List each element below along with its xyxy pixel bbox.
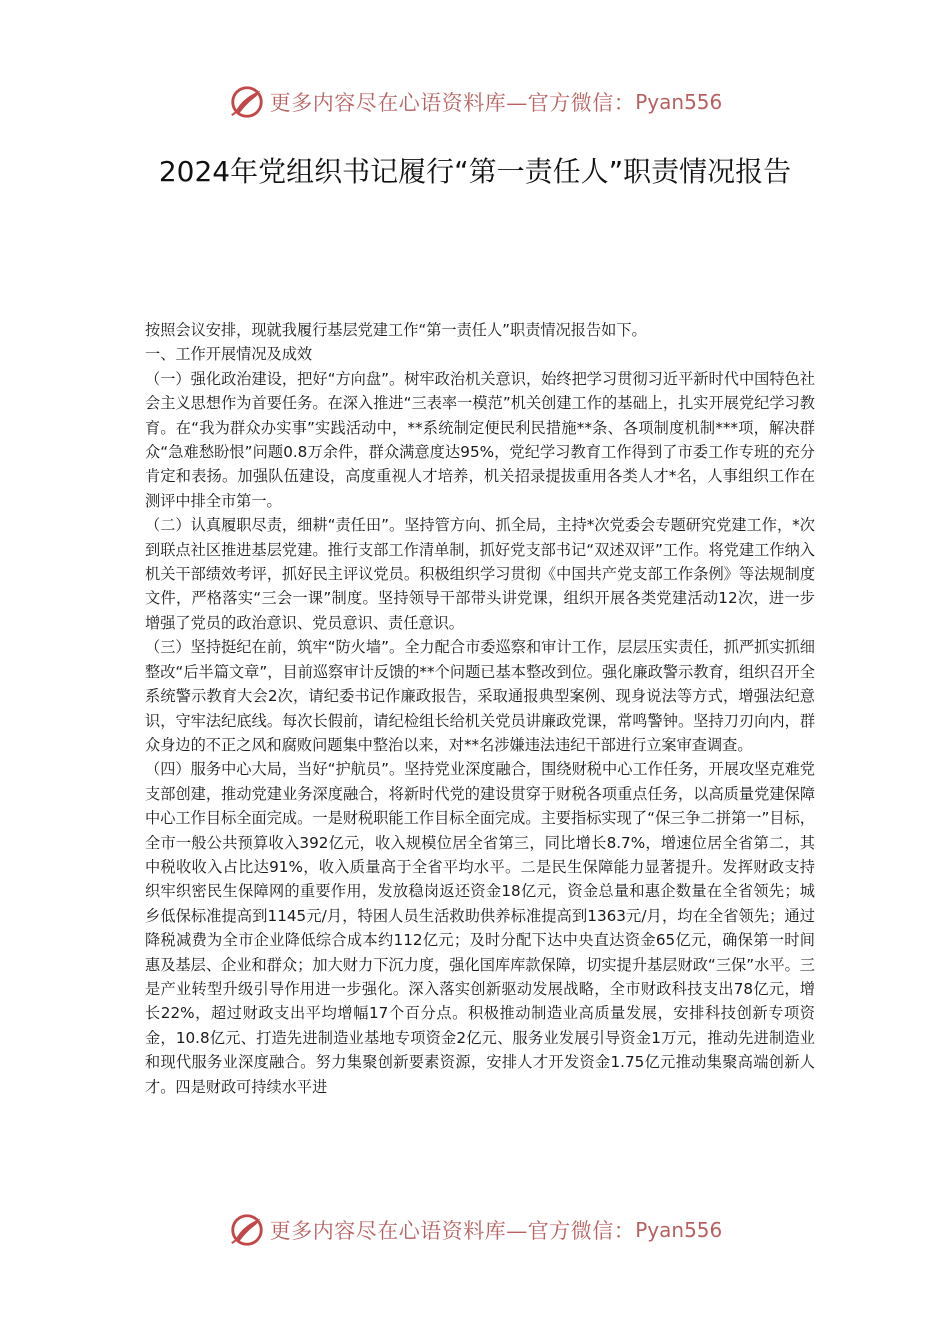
- document-title: 2024年党组织书记履行“第一责任人”职责情况报告: [158, 155, 792, 188]
- paragraph-1: （一）强化政治建设，把好“方向盘”。树牢政治机关意识，始终把学习贯彻习近平新时代中国特色社会主义思想作为首要任务。在深入推进“三表率一模范”机关创建工作的基础上，扎实开展党纪学习教育。在“我为群众办实事”实践活动中，**系统制定便民利民措施**条、各项制度机制***项，解决群众“急难愁盼恨”问题0.8万余件，群众满意度达95%，党纪学习教育工作得到了市委工作专班的充分肯定和表扬。加强队伍建设，高度重视人才培养，机关招录提拔重用各类人才*名，人事组织工作在测评中排全市第一。: [145, 369, 815, 510]
- brush-logo-icon: [228, 83, 266, 121]
- paragraph-3: （三）坚持挺纪在前，筑牢“防火墙”。全力配合市委巡察和审计工作，层层压实责任，抓严抓实抓细整改“后半篇文章”，目前巡察审计反馈的**个问题已基本整改到位。强化廉政警示教育，组织召开全系统警示教育大会2次，请纪委书记作廉政报告，采取通报典型案例、现身说法等方式，增强法纪意识，守牢法纪底线。每次长假前，请纪检组长给机关党员讲廉政党课，常鸣警钟。坚持刀刃向内，群众身边的不正之风和腐败问题集中整治以来，对**名涉嫌违法违纪干部进行立案审查调查。: [145, 638, 815, 754]
- banner-text: 更多内容尽在心语资料库—官方微信：: [269, 91, 636, 115]
- banner-wechat-id: Pyan556: [635, 90, 723, 114]
- watermark-banner-bottom: [0, 1210, 950, 1250]
- section-heading: 一、工作开展情况及成效: [145, 345, 313, 364]
- brush-logo-icon: [228, 1211, 266, 1249]
- paragraph-intro: 按照会议安排，现就我履行基层党建工作“第一责任人”职责情况报告如下。: [145, 321, 647, 339]
- paragraph-4: （四）服务中心大局，当好“护航员”。坚持党业深度融合，围绕财税中心工作任务，开展攻坚克难党支部创建，推动党建业务深度融合，将新时代党的建设贯穿于财税各项重点任务，以高质量党建保障中心工作目标全面完成。一是财税职能工作目标全面完成。主要指标实现了“保三争二拼第一”目标，全市一般公共预算收入392亿元，收入规模位居全省第三，同比增长8.7%，增速位居全省第二，其中税收收入占比达91%，收入质量高于全省平均水平。二是民生保障能力显著提升。发挥财政支持织牢织密民生保障网的重要作用，发放稳岗返还资金18亿元，资金总量和惠企数量在全省领先；城乡低保标准提高到1145元/月，特困人员生活救助供养标准提高到1363元/月，均在全省领先；通过降税减费为全市企业降低综合成本约112亿元；及时分配下达中央直达资金65亿元，确保第一时间惠及基层、企业和群众；加大财力下沉力度，强化国库库款保障，切实提升基层财政“三保”水平。三是产业转型升级引导作用进一步强化。深入落实创新驱动发展战略，全市财政科技支出78亿元，增长22%，超过财政支出平均增幅17个百分点。积极推动制造业高质量发展，安排科技创新专项资金，10.8亿元、打造先进制造业基地专项资金2亿元、服务业发展引导资金1万元，推动先进制造业和现代服务业深度融合。努力集聚创新要素资源，安排人才开发资金1.75亿元推动集聚高端创新人才。四是财政可持续水平进: [145, 760, 815, 1096]
- banner-wechat-id: Pyan556: [635, 1218, 723, 1242]
- watermark-banner-top: [0, 82, 950, 122]
- banner-text: 更多内容尽在心语资料库—官方微信：: [269, 1219, 636, 1243]
- paragraph-2: （二）认真履职尽责，细耕“责任田”。坚持管方向、抓全局，主持*次党委会专题研究党建工作，*次到联点社区推进基层党建。推行支部工作清单制，抓好党支部书记“双述双评”工作。将党建工作纳入机关干部绩效考评，抓好民主评议党员。积极组织学习贯彻《中国共产党支部工作条例》等法规制度文件，严格落实“三会一课”制度。坚持领导干部带头讲党课，组织开展各类党建活动12次，进一步增强了党员的政治意识、党员意识、责任意识。: [145, 516, 815, 632]
- document-body: [145, 318, 815, 1099]
